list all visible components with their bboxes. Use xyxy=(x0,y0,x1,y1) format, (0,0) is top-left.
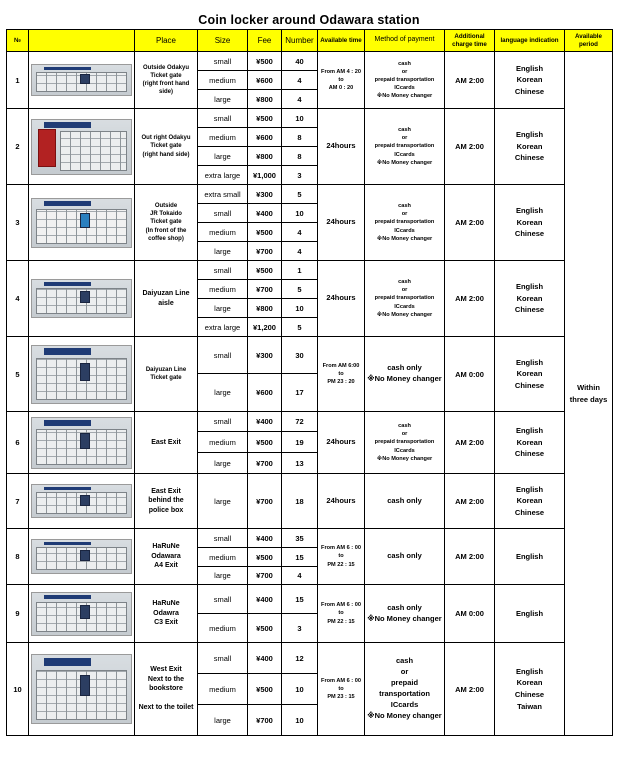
fee-cell: ¥300 xyxy=(248,337,282,374)
row-number: 10 xyxy=(7,643,29,736)
fee-cell: ¥500 xyxy=(248,109,282,128)
header-place: Place xyxy=(135,30,198,52)
fee-cell: ¥1,200 xyxy=(248,318,282,337)
locker-photo-panel xyxy=(38,129,56,167)
locker-table xyxy=(6,29,613,736)
locker-photo-panel xyxy=(80,495,91,506)
number-cell: 4 xyxy=(282,71,318,90)
header-photo xyxy=(29,30,135,52)
available-time-cell: From AM 6 : 00 to PM 22 : 15 xyxy=(318,529,365,585)
payment-cell: cash only ※No Money changer xyxy=(365,337,445,412)
fee-cell: ¥700 xyxy=(248,280,282,299)
row-number: 9 xyxy=(7,585,29,643)
table-row xyxy=(7,529,613,548)
header-fee: Fee xyxy=(248,30,282,52)
number-cell: 10 xyxy=(282,299,318,318)
locker-photo-cell xyxy=(29,585,135,643)
size-cell: extra large xyxy=(198,166,248,185)
size-cell: large xyxy=(198,567,248,585)
table-row xyxy=(7,109,613,128)
size-cell: large xyxy=(198,374,248,412)
row-number: 3 xyxy=(7,185,29,261)
locker-photo xyxy=(31,484,132,518)
available-time-cell: From AM 4 : 20 to AM 0 : 20 xyxy=(318,52,365,109)
number-cell: 35 xyxy=(282,529,318,548)
locker-photo-sign xyxy=(44,542,92,546)
number-cell: 72 xyxy=(282,412,318,432)
locker-photo-sign xyxy=(44,122,92,128)
locker-photo-sign xyxy=(44,487,92,491)
table-row xyxy=(7,261,613,280)
locker-photo xyxy=(31,198,132,248)
locker-photo xyxy=(31,279,132,318)
language-cell: English Korean Chinese xyxy=(495,412,565,474)
fee-cell: ¥600 xyxy=(248,71,282,90)
locker-photo-panel xyxy=(80,675,91,696)
size-cell: medium xyxy=(198,432,248,453)
locker-photo-panel xyxy=(80,605,91,619)
table-row xyxy=(7,337,613,374)
payment-cell: cash or prepaid transportation ICcards ※No Money changer xyxy=(365,261,445,337)
additional-charge-cell: AM 2:00 xyxy=(445,474,495,529)
fee-cell: ¥500 xyxy=(248,674,282,705)
language-cell: English Korean Chinese Taiwan xyxy=(495,643,565,736)
payment-cell: cash or prepaid transportation ICcards ※No Money changer xyxy=(365,52,445,109)
number-cell: 10 xyxy=(282,705,318,736)
locker-photo xyxy=(31,64,132,96)
additional-charge-cell: AM 2:00 xyxy=(445,185,495,261)
fee-cell: ¥700 xyxy=(248,453,282,474)
fee-cell: ¥400 xyxy=(248,412,282,432)
number-cell: 4 xyxy=(282,242,318,261)
size-cell: medium xyxy=(198,280,248,299)
place-cell: Out right Odakyu Ticket gate (right hand side) xyxy=(135,109,198,185)
available-time-cell: 24hours xyxy=(318,474,365,529)
fee-cell: ¥700 xyxy=(248,705,282,736)
additional-charge-cell: AM 0:00 xyxy=(445,585,495,643)
number-cell: 4 xyxy=(282,567,318,585)
available-time-cell: 24hours xyxy=(318,185,365,261)
payment-cell: cash or prepaid transportation ICcards ※No Money changer xyxy=(365,643,445,736)
fee-cell: ¥500 xyxy=(248,261,282,280)
additional-charge-cell: AM 2:00 xyxy=(445,52,495,109)
fee-cell: ¥500 xyxy=(248,432,282,453)
size-cell: medium xyxy=(198,614,248,643)
number-cell: 19 xyxy=(282,432,318,453)
fee-cell: ¥400 xyxy=(248,643,282,674)
locker-photo-cell xyxy=(29,185,135,261)
language-cell: English Korean Chinese xyxy=(495,337,565,412)
locker-photo xyxy=(31,417,132,469)
size-cell: large xyxy=(198,299,248,318)
page-title: Coin locker around Odawara station xyxy=(198,13,420,27)
size-cell: small xyxy=(198,643,248,674)
locker-photo-cell xyxy=(29,412,135,474)
payment-cell: cash or prepaid transportation ICcards ※No Money changer xyxy=(365,109,445,185)
size-cell: extra large xyxy=(198,318,248,337)
fee-cell: ¥500 xyxy=(248,52,282,71)
number-cell: 10 xyxy=(282,674,318,705)
additional-charge-cell: AM 2:00 xyxy=(445,529,495,585)
place-cell: West Exit Next to the bookstore Next to the toilet xyxy=(135,643,198,736)
language-cell: English Korean Chinese xyxy=(495,109,565,185)
size-cell: large xyxy=(198,453,248,474)
size-cell: small xyxy=(198,52,248,71)
table-row xyxy=(7,643,613,674)
locker-photo xyxy=(31,539,132,574)
language-cell: English xyxy=(495,529,565,585)
size-cell: medium xyxy=(198,674,248,705)
locker-photo-panel xyxy=(80,550,91,561)
table-row xyxy=(7,474,613,529)
available-period-cell: Within three days xyxy=(565,52,613,736)
fee-cell: ¥800 xyxy=(248,90,282,109)
language-cell: English xyxy=(495,585,565,643)
available-time-cell: From AM 6 : 00 to PM 22 : 15 xyxy=(318,585,365,643)
size-cell: medium xyxy=(198,128,248,147)
number-cell: 3 xyxy=(282,166,318,185)
locker-photo-sign xyxy=(44,420,92,426)
place-cell: Daiyuzan Line Ticket gate xyxy=(135,337,198,412)
size-cell: large xyxy=(198,147,248,166)
table-row xyxy=(7,52,613,71)
size-cell: large xyxy=(198,90,248,109)
place-cell: East Exit behind the police box xyxy=(135,474,198,529)
payment-cell: cash only xyxy=(365,474,445,529)
locker-photo-panel xyxy=(80,291,91,303)
header-additional: Additional charge time xyxy=(445,30,495,52)
language-cell: English Korean Chinese xyxy=(495,261,565,337)
available-time-cell: From AM 6:00 to PM 23 : 20 xyxy=(318,337,365,412)
row-number: 5 xyxy=(7,337,29,412)
fee-cell: ¥600 xyxy=(248,128,282,147)
payment-cell: cash or prepaid transportation ICcards ※No Money changer xyxy=(365,185,445,261)
number-cell: 30 xyxy=(282,337,318,374)
additional-charge-cell: AM 2:00 xyxy=(445,412,495,474)
available-time-cell: 24hours xyxy=(318,109,365,185)
place-cell: Daiyuzan Line aisle xyxy=(135,261,198,337)
number-cell: 4 xyxy=(282,90,318,109)
locker-photo-panel xyxy=(80,433,91,449)
number-cell: 5 xyxy=(282,318,318,337)
row-number: 8 xyxy=(7,529,29,585)
row-number: 7 xyxy=(7,474,29,529)
locker-photo xyxy=(31,654,132,724)
fee-cell: ¥400 xyxy=(248,204,282,223)
place-cell: HaRuNe Odawara A4 Exit xyxy=(135,529,198,585)
fee-cell: ¥500 xyxy=(248,223,282,242)
fee-cell: ¥500 xyxy=(248,614,282,643)
table-row xyxy=(7,585,613,614)
additional-charge-cell: AM 0:00 xyxy=(445,337,495,412)
size-cell: medium xyxy=(198,548,248,567)
number-cell: 3 xyxy=(282,614,318,643)
size-cell: small xyxy=(198,529,248,548)
locker-photo-lock xyxy=(60,131,127,170)
number-cell: 1 xyxy=(282,261,318,280)
available-time-cell: 24hours xyxy=(318,412,365,474)
place-cell: HaRuNe Odawra C3 Exit xyxy=(135,585,198,643)
table-row xyxy=(7,412,613,432)
locker-photo-cell xyxy=(29,337,135,412)
locker-photo xyxy=(31,345,132,404)
header-available-time: Available time xyxy=(318,30,365,52)
table-row xyxy=(7,185,613,204)
fee-cell: ¥700 xyxy=(248,474,282,529)
payment-cell: cash or prepaid transportation ICcards ※No Money changer xyxy=(365,412,445,474)
available-time-cell: 24hours xyxy=(318,261,365,337)
size-cell: small xyxy=(198,109,248,128)
fee-cell: ¥300 xyxy=(248,185,282,204)
header-number: Number xyxy=(282,30,318,52)
place-cell: Outside Odakyu Ticket gate (right front hand side) xyxy=(135,52,198,109)
header-language: language indication xyxy=(495,30,565,52)
locker-photo-panel xyxy=(80,363,91,381)
row-number: 6 xyxy=(7,412,29,474)
locker-photo-cell xyxy=(29,529,135,585)
number-cell: 15 xyxy=(282,548,318,567)
size-cell: large xyxy=(198,242,248,261)
locker-photo-sign xyxy=(44,658,92,665)
fee-cell: ¥800 xyxy=(248,299,282,318)
header-size: Size xyxy=(198,30,248,52)
number-cell: 12 xyxy=(282,643,318,674)
number-cell: 18 xyxy=(282,474,318,529)
number-cell: 5 xyxy=(282,185,318,204)
locker-photo-panel xyxy=(80,74,91,84)
row-number: 4 xyxy=(7,261,29,337)
number-cell: 5 xyxy=(282,280,318,299)
language-cell: English Korean Chinese xyxy=(495,185,565,261)
row-number: 2 xyxy=(7,109,29,185)
size-cell: medium xyxy=(198,223,248,242)
size-cell: large xyxy=(198,705,248,736)
number-cell: 13 xyxy=(282,453,318,474)
size-cell: small xyxy=(198,337,248,374)
locker-photo-cell xyxy=(29,109,135,185)
locker-photo-cell xyxy=(29,643,135,736)
number-cell: 10 xyxy=(282,204,318,223)
number-cell: 4 xyxy=(282,223,318,242)
fee-cell: ¥400 xyxy=(248,529,282,548)
payment-cell: cash only ※No Money changer xyxy=(365,585,445,643)
locker-photo-cell xyxy=(29,474,135,529)
number-cell: 15 xyxy=(282,585,318,614)
number-cell: 40 xyxy=(282,52,318,71)
available-time-cell: From AM 6 : 00 to PM 23 : 15 xyxy=(318,643,365,736)
locker-photo-panel xyxy=(80,213,91,228)
size-cell: extra small xyxy=(198,185,248,204)
fee-cell: ¥600 xyxy=(248,374,282,412)
header-available-period: Available period xyxy=(565,30,613,52)
place-cell: Outside JR Tokaido Ticket gate (In front of the coffee shop) xyxy=(135,185,198,261)
locker-photo-sign xyxy=(44,595,92,600)
language-cell: English Korean Chinese xyxy=(495,474,565,529)
additional-charge-cell: AM 2:00 xyxy=(445,109,495,185)
size-cell: small xyxy=(198,261,248,280)
size-cell: medium xyxy=(198,71,248,90)
locker-photo-cell xyxy=(29,52,135,109)
fee-cell: ¥1,000 xyxy=(248,166,282,185)
row-number: 1 xyxy=(7,52,29,109)
locker-photo-sign xyxy=(44,67,92,70)
fee-cell: ¥400 xyxy=(248,585,282,614)
header-row xyxy=(7,30,613,52)
locker-photo-sign xyxy=(44,348,92,354)
number-cell: 10 xyxy=(282,109,318,128)
locker-photo xyxy=(31,592,132,636)
payment-cell: cash only xyxy=(365,529,445,585)
size-cell: large xyxy=(198,474,248,529)
fee-cell: ¥700 xyxy=(248,242,282,261)
fee-cell: ¥500 xyxy=(248,548,282,567)
fee-cell: ¥700 xyxy=(248,567,282,585)
locker-photo xyxy=(31,119,132,175)
additional-charge-cell: AM 2:00 xyxy=(445,643,495,736)
number-cell: 8 xyxy=(282,128,318,147)
locker-photo-sign xyxy=(44,201,92,206)
language-cell: English Korean Chinese xyxy=(495,52,565,109)
number-cell: 8 xyxy=(282,147,318,166)
number-cell: 17 xyxy=(282,374,318,412)
header-no: № xyxy=(7,30,29,52)
fee-cell: ¥800 xyxy=(248,147,282,166)
size-cell: small xyxy=(198,585,248,614)
locker-photo-sign xyxy=(44,282,92,286)
size-cell: small xyxy=(198,412,248,432)
locker-photo-cell xyxy=(29,261,135,337)
additional-charge-cell: AM 2:00 xyxy=(445,261,495,337)
size-cell: small xyxy=(198,204,248,223)
place-cell: East Exit xyxy=(135,412,198,474)
header-payment: Method of payment xyxy=(365,30,445,52)
